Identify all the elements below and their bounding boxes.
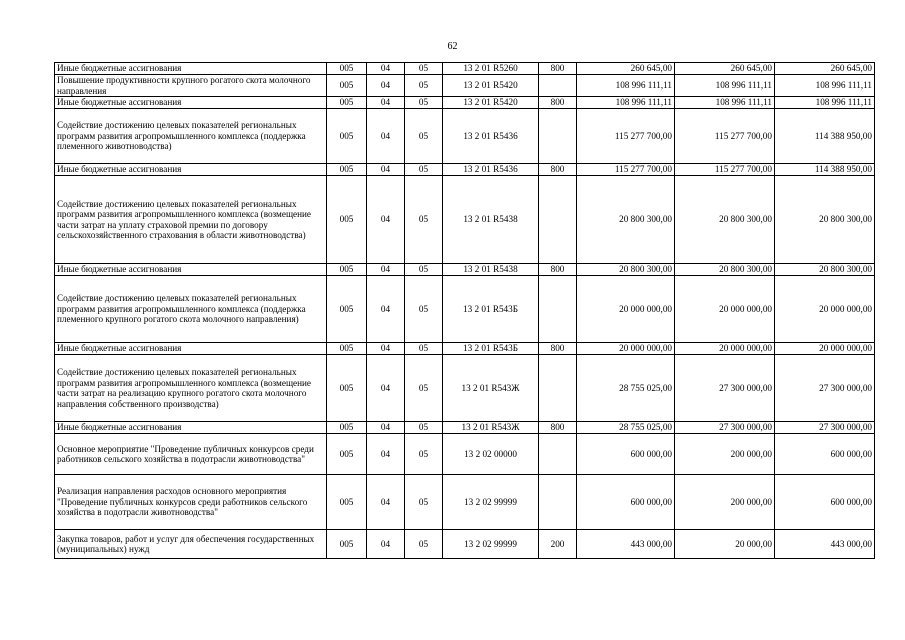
cell-amount-2: 20 800 300,00 (675, 264, 775, 276)
cell-expense-type: 800 (539, 63, 577, 75)
cell-amount-1: 20 000 000,00 (577, 276, 675, 343)
cell-amount-2: 20 000,00 (675, 530, 775, 559)
cell-subsection-code: 05 (405, 164, 443, 176)
cell-section-code: 04 (367, 343, 405, 355)
cell-department-code: 005 (327, 475, 367, 530)
cell-expense-type: 800 (539, 264, 577, 276)
cell-description: Повышение продуктивности крупного рогатого скота молочного направления (55, 75, 327, 97)
cell-subsection-code: 05 (405, 97, 443, 109)
cell-amount-1: 260 645,00 (577, 63, 675, 75)
cell-expense-type (539, 434, 577, 475)
cell-section-code: 04 (367, 434, 405, 475)
table-row (55, 475, 875, 530)
cell-target-item: 13 2 01 R5420 (443, 97, 539, 109)
cell-section-code: 04 (367, 264, 405, 276)
cell-section-code: 04 (367, 176, 405, 264)
cell-description: Иные бюджетные ассигнования (55, 264, 327, 276)
cell-description: Основное мероприятие "Проведение публичных конкурсов среди работников сельского хозяйства в подотрасли животноводства" (55, 434, 327, 475)
cell-description: Содействие достижению целевых показателей региональных программ развития агропромышленного комплекса (поддержка племенного крупного рогатого скота молочного направления) (55, 276, 327, 343)
cell-expense-type (539, 276, 577, 343)
cell-target-item: 13 2 01 R543Ж (443, 422, 539, 434)
cell-department-code: 005 (327, 109, 367, 164)
cell-department-code: 005 (327, 75, 367, 97)
cell-section-code: 04 (367, 475, 405, 530)
cell-amount-3: 20 800 300,00 (775, 264, 875, 276)
cell-department-code: 005 (327, 355, 367, 422)
cell-expense-type (539, 176, 577, 264)
cell-amount-2: 20 000 000,00 (675, 276, 775, 343)
budget-table (54, 62, 875, 559)
table-row (55, 164, 875, 176)
cell-expense-type: 200 (539, 530, 577, 559)
cell-description: Реализация направления расходов основного мероприятия "Проведение публичных конкурсов среди работников сельского хозяйства в подотрасли животноводства" (55, 475, 327, 530)
cell-subsection-code: 05 (405, 355, 443, 422)
cell-department-code: 005 (327, 264, 367, 276)
cell-subsection-code: 05 (405, 422, 443, 434)
cell-amount-3: 600 000,00 (775, 434, 875, 475)
cell-expense-type: 800 (539, 164, 577, 176)
cell-department-code: 005 (327, 434, 367, 475)
cell-subsection-code: 05 (405, 264, 443, 276)
table-row (55, 63, 875, 75)
cell-target-item: 13 2 01 R543Б (443, 343, 539, 355)
table-row (55, 264, 875, 276)
cell-amount-2: 200 000,00 (675, 475, 775, 530)
page-number: 62 (447, 41, 458, 52)
cell-description: Иные бюджетные ассигнования (55, 422, 327, 434)
cell-description: Иные бюджетные ассигнования (55, 164, 327, 176)
cell-department-code: 005 (327, 343, 367, 355)
cell-amount-3: 260 645,00 (775, 63, 875, 75)
cell-subsection-code: 05 (405, 176, 443, 264)
cell-amount-3: 20 000 000,00 (775, 343, 875, 355)
cell-section-code: 04 (367, 75, 405, 97)
cell-description: Иные бюджетные ассигнования (55, 343, 327, 355)
cell-amount-2: 260 645,00 (675, 63, 775, 75)
cell-amount-1: 108 996 111,11 (577, 75, 675, 97)
cell-expense-type (539, 355, 577, 422)
cell-subsection-code: 05 (405, 434, 443, 475)
cell-target-item: 13 2 02 99999 (443, 475, 539, 530)
cell-amount-3: 108 996 111,11 (775, 75, 875, 97)
cell-subsection-code: 05 (405, 276, 443, 343)
cell-amount-2: 27 300 000,00 (675, 422, 775, 434)
table-row (55, 434, 875, 475)
cell-subsection-code: 05 (405, 75, 443, 97)
cell-amount-3: 443 000,00 (775, 530, 875, 559)
cell-amount-3: 20 000 000,00 (775, 276, 875, 343)
cell-amount-1: 600 000,00 (577, 475, 675, 530)
cell-amount-2: 108 996 111,11 (675, 97, 775, 109)
cell-description: Содействие достижению целевых показателей региональных программ развития агропромышленного комплекса (поддержка племенного животноводства) (55, 109, 327, 164)
cell-section-code: 04 (367, 109, 405, 164)
cell-target-item: 13 2 01 R5436 (443, 109, 539, 164)
cell-target-item: 13 2 02 00000 (443, 434, 539, 475)
cell-department-code: 005 (327, 164, 367, 176)
cell-description: Закупка товаров, работ и услуг для обеспечения государственных (муниципальных) нужд (55, 530, 327, 559)
cell-subsection-code: 05 (405, 530, 443, 559)
cell-amount-1: 20 000 000,00 (577, 343, 675, 355)
cell-amount-2: 27 300 000,00 (675, 355, 775, 422)
cell-target-item: 13 2 01 R5438 (443, 176, 539, 264)
cell-expense-type (539, 475, 577, 530)
cell-department-code: 005 (327, 530, 367, 559)
table-row (55, 343, 875, 355)
cell-amount-3: 27 300 000,00 (775, 355, 875, 422)
cell-amount-1: 28 755 025,00 (577, 422, 675, 434)
cell-amount-3: 114 388 950,00 (775, 164, 875, 176)
cell-target-item: 13 2 01 R5420 (443, 75, 539, 97)
cell-amount-2: 115 277 700,00 (675, 164, 775, 176)
cell-amount-1: 108 996 111,11 (577, 97, 675, 109)
cell-department-code: 005 (327, 176, 367, 264)
cell-amount-1: 600 000,00 (577, 434, 675, 475)
cell-department-code: 005 (327, 422, 367, 434)
cell-amount-2: 108 996 111,11 (675, 75, 775, 97)
cell-section-code: 04 (367, 422, 405, 434)
cell-target-item: 13 2 01 R543Б (443, 276, 539, 343)
cell-amount-2: 115 277 700,00 (675, 109, 775, 164)
cell-subsection-code: 05 (405, 475, 443, 530)
cell-subsection-code: 05 (405, 109, 443, 164)
cell-section-code: 04 (367, 276, 405, 343)
cell-expense-type: 800 (539, 97, 577, 109)
cell-expense-type (539, 75, 577, 97)
cell-expense-type (539, 109, 577, 164)
cell-description: Содействие достижению целевых показателей региональных программ развития агропромышленного комплекса (возмещение части затрат на уплату страховой премии по договору сельскохозяйственного страхования в области животноводства) (55, 176, 327, 264)
cell-section-code: 04 (367, 63, 405, 75)
cell-expense-type: 800 (539, 343, 577, 355)
cell-description: Иные бюджетные ассигнования (55, 97, 327, 109)
cell-section-code: 04 (367, 164, 405, 176)
table-row (55, 97, 875, 109)
table-row (55, 75, 875, 97)
cell-subsection-code: 05 (405, 63, 443, 75)
cell-amount-3: 114 388 950,00 (775, 109, 875, 164)
cell-amount-1: 20 800 300,00 (577, 176, 675, 264)
cell-amount-3: 27 300 000,00 (775, 422, 875, 434)
cell-subsection-code: 05 (405, 343, 443, 355)
cell-amount-1: 28 755 025,00 (577, 355, 675, 422)
table-row (55, 176, 875, 264)
cell-description: Содействие достижению целевых показателей региональных программ развития агропромышленного комплекса (возмещение части затрат на реализацию крупного рогатого скота молочного направления собственного производства) (55, 355, 327, 422)
cell-amount-1: 20 800 300,00 (577, 264, 675, 276)
table-row (55, 276, 875, 343)
cell-amount-3: 600 000,00 (775, 475, 875, 530)
cell-target-item: 13 2 02 99999 (443, 530, 539, 559)
cell-amount-2: 20 800 300,00 (675, 176, 775, 264)
cell-amount-3: 108 996 111,11 (775, 97, 875, 109)
cell-description: Иные бюджетные ассигнования (55, 63, 327, 75)
cell-section-code: 04 (367, 530, 405, 559)
cell-department-code: 005 (327, 63, 367, 75)
cell-target-item: 13 2 01 R5260 (443, 63, 539, 75)
cell-department-code: 005 (327, 276, 367, 343)
cell-target-item: 13 2 01 R5436 (443, 164, 539, 176)
cell-amount-2: 20 000 000,00 (675, 343, 775, 355)
cell-expense-type: 800 (539, 422, 577, 434)
cell-amount-1: 443 000,00 (577, 530, 675, 559)
table-body (55, 63, 875, 559)
cell-amount-1: 115 277 700,00 (577, 164, 675, 176)
cell-section-code: 04 (367, 355, 405, 422)
cell-target-item: 13 2 01 R5438 (443, 264, 539, 276)
table-row (55, 355, 875, 422)
table-row (55, 422, 875, 434)
cell-section-code: 04 (367, 97, 405, 109)
table-row (55, 109, 875, 164)
cell-amount-3: 20 800 300,00 (775, 176, 875, 264)
table-row (55, 530, 875, 559)
cell-amount-2: 200 000,00 (675, 434, 775, 475)
cell-target-item: 13 2 01 R543Ж (443, 355, 539, 422)
cell-department-code: 005 (327, 97, 367, 109)
cell-amount-1: 115 277 700,00 (577, 109, 675, 164)
